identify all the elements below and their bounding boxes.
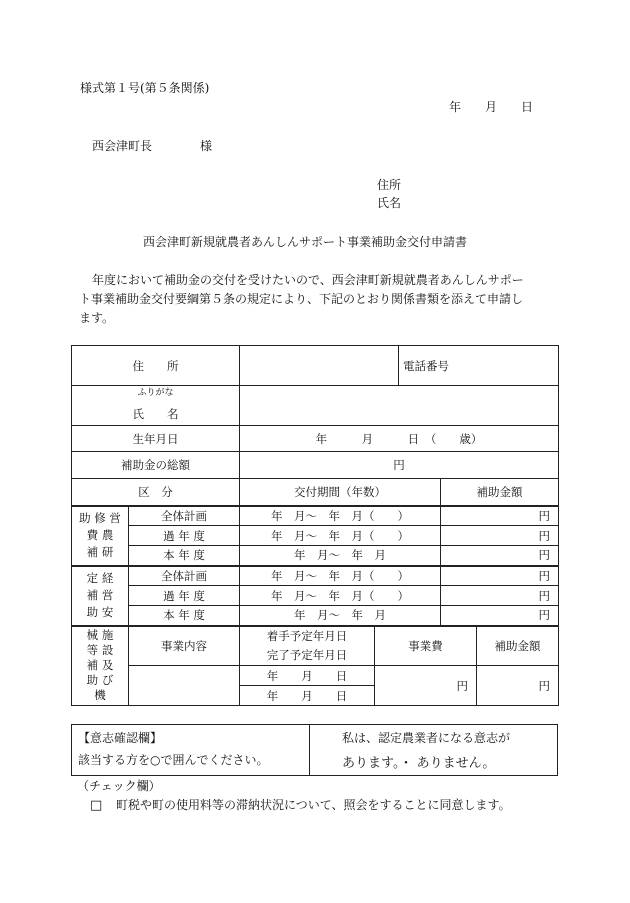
period-field[interactable]: 年 月～ 年 月（ ）	[240, 586, 441, 606]
group-2-line-3: 助 安	[86, 604, 114, 619]
group-2-label	[72, 566, 129, 626]
intro-line-1: 年度において補助金の交付を受けたいので、西会津町新規就農者あんしんサポー	[92, 273, 524, 287]
furigana-label: ふりがな	[137, 388, 174, 398]
group-3-line-2: 等 設	[86, 643, 114, 658]
row-label: 全体計画	[129, 566, 240, 586]
intro-line-3: ます。	[79, 311, 115, 325]
group-1-label	[72, 506, 129, 566]
group-3-line-5: 機	[94, 688, 106, 703]
recipient: 西会津町長 様	[92, 139, 213, 153]
business-content-header: 事業内容	[129, 626, 240, 666]
row-label: 全体計画	[129, 506, 240, 526]
form-number: 様式第１号(第５条関係)	[80, 81, 210, 95]
application-date[interactable]: 年 月 日	[449, 100, 534, 114]
intent-options[interactable]: あります。・ ありません。	[342, 756, 496, 771]
cost-field[interactable]: 円	[375, 666, 477, 706]
group-3-label	[72, 626, 129, 706]
start-date-field[interactable]: 年 月 日	[240, 666, 375, 686]
group-3-line-1: 械 施	[86, 628, 114, 643]
group-1-line-2: 費 農	[86, 528, 114, 543]
total-amount-label: 補助金の総額	[72, 452, 240, 479]
intent-right-cell	[310, 725, 558, 776]
intent-statement: 私は、認定農業者になる意志が	[342, 731, 511, 745]
period-header: 交付期間（年数）	[240, 479, 441, 506]
consent-checkbox[interactable]: □	[90, 798, 103, 813]
period-field[interactable]: 年 月～ 年 月	[240, 546, 441, 566]
name-header	[72, 386, 240, 426]
name-cell-label: 氏 名	[132, 407, 179, 421]
group-2-line-2: 補 営	[86, 588, 114, 603]
equipment-amount-header: 補助金額	[477, 626, 559, 666]
period-field[interactable]: 年 月～ 年 月（ ）	[240, 566, 441, 586]
amount-field[interactable]: 円	[441, 606, 559, 626]
phone-label: 電話番号	[403, 358, 450, 373]
group-1-line-1: 助 修 営	[79, 511, 121, 526]
end-date-field[interactable]: 年 月 日	[240, 686, 375, 706]
row-label: 過 年 度	[129, 586, 240, 606]
total-amount-field[interactable]: 円	[240, 452, 559, 479]
schedule-header	[240, 626, 375, 666]
group-2-line-1: 定 経	[86, 571, 114, 586]
group-3-line-3: 補 及	[86, 658, 114, 673]
category-header: 区 分	[72, 479, 240, 506]
birthdate-label: 生年月日	[72, 426, 240, 452]
amount-field[interactable]: 円	[441, 566, 559, 586]
birthdate-field[interactable]: 年 月 日 （ 歳）	[240, 426, 559, 452]
amount-header: 補助金額	[441, 479, 559, 506]
amount-field[interactable]: 円	[441, 526, 559, 546]
consent-text: 町税や町の使用料等の滞納状況について、照会をすることに同意します。	[116, 798, 511, 812]
row-label: 本 年 度	[129, 546, 240, 566]
name-label: 氏名	[377, 196, 402, 210]
intent-heading: 【意志確認欄】	[78, 731, 163, 745]
application-table	[71, 345, 559, 706]
address-field[interactable]	[240, 346, 399, 386]
group-3-line-4: 助 び	[86, 673, 114, 688]
phone-header	[399, 346, 559, 386]
period-field[interactable]: 年 月～ 年 月（ ）	[240, 526, 441, 546]
document-title: 西会津町新規就農者あんしんサポート事業補助金交付申請書	[143, 235, 468, 249]
period-field[interactable]: 年 月～ 年 月（ ）	[240, 506, 441, 526]
group-1-line-3: 補 研	[86, 544, 114, 559]
name-field[interactable]	[240, 386, 559, 426]
cost-header: 事業費	[375, 626, 477, 666]
start-date-label: 着手予定年月日	[266, 629, 348, 644]
intent-table	[71, 724, 558, 776]
intent-left-cell	[72, 725, 310, 776]
intent-instruction: 該当する方を○で囲んでください。	[78, 753, 269, 767]
check-heading: （チェック欄）	[77, 779, 161, 793]
period-field[interactable]: 年 月～ 年 月	[240, 606, 441, 626]
business-content-field[interactable]	[129, 666, 240, 706]
address-header: 住 所	[72, 346, 240, 386]
equipment-amount-field[interactable]: 円	[477, 666, 559, 706]
intro-line-2: ト事業補助金交付要綱第５条の規定により、下記のとおり関係書類を添えて申請し	[79, 292, 524, 306]
row-label: 本 年 度	[129, 606, 240, 626]
end-date-label: 完了予定年月日	[266, 647, 348, 662]
amount-field[interactable]: 円	[441, 546, 559, 566]
row-label: 過 年 度	[129, 526, 240, 546]
amount-field[interactable]: 円	[441, 506, 559, 526]
address-label: 住所	[377, 178, 402, 192]
amount-field[interactable]: 円	[441, 586, 559, 606]
